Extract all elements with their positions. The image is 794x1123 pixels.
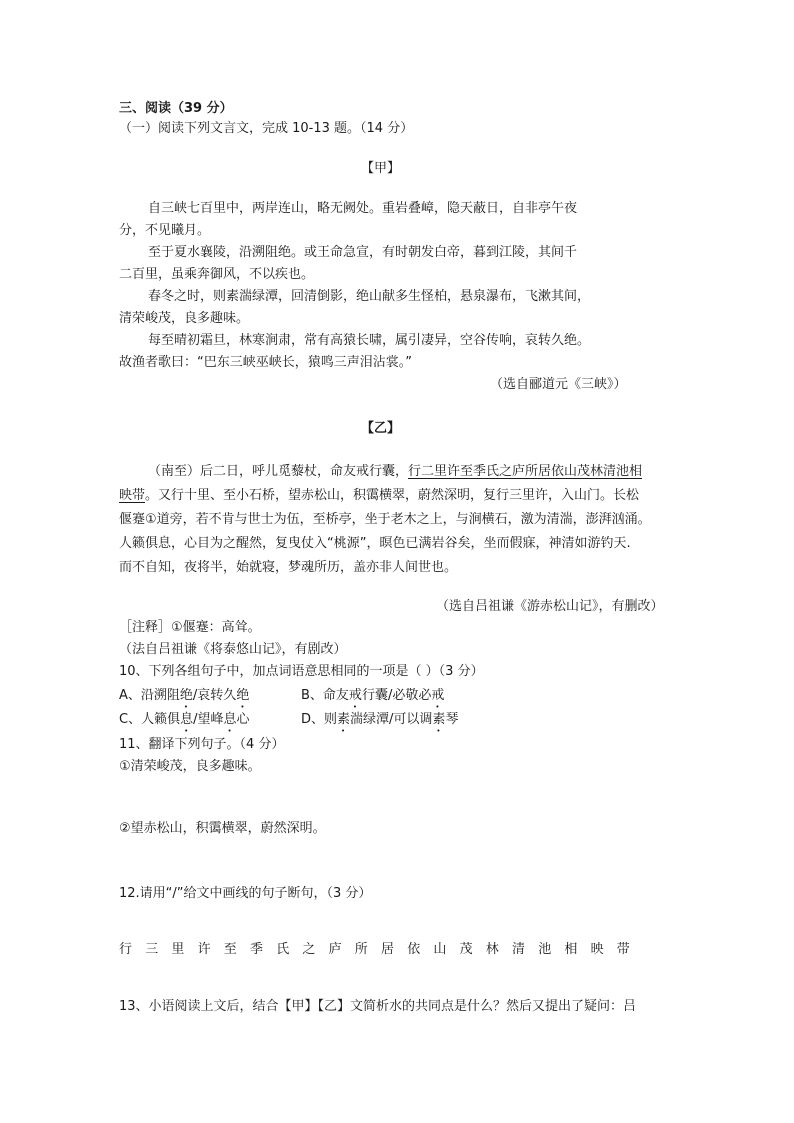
section-subtitle: （一）阅读下列文言文，完成 10-13 题。（14 分） xyxy=(119,121,414,136)
q10-c-dotted2: 息 xyxy=(223,712,237,727)
q10-c-text1: C、人籁俱 xyxy=(119,712,181,727)
passage-yi-label: 【乙】 xyxy=(361,421,401,436)
yi-line1-text: （南至）后二日，呼儿觅藜杖，命友戒行囊， xyxy=(148,464,409,479)
q10-d-text1: D、则 xyxy=(301,712,338,727)
jia-p1-line2: 分，不见曦月。 xyxy=(119,223,211,238)
q10-d-text3: 琴 xyxy=(445,712,459,727)
question-10-stem: 10、下列各组句子中，加点词语意思相同的一项是（ ）（3 分） xyxy=(119,664,484,679)
section-title: 三、阅读（39 分） xyxy=(119,101,233,116)
passage-jia-label: 【甲】 xyxy=(361,161,401,176)
q10-d-text2: 湍绿潭/可以调 xyxy=(350,712,433,727)
yi-line1 xyxy=(148,463,642,481)
q11-sentence-2: ②望赤松山，积霭横翠，蔚然深明。 xyxy=(119,821,326,836)
jia-p4-line2: 故渔者歌曰：“巴东三峡巫峡长，猿鸣三声泪沾裳。” xyxy=(119,355,412,370)
yi-line4: 人籁俱息，心目为之醒然，复曳仗入“桃源”，暝色已满岩谷矣，坐而假寐，神清如游钓天. xyxy=(119,536,631,551)
q10-c-dotted1: 息 xyxy=(180,712,194,727)
q10-b-text2: 行囊/必敬必 xyxy=(361,688,432,703)
q10-option-a[interactable] xyxy=(119,687,249,711)
yi-underlined-sentence-part2: 映带 xyxy=(119,488,146,503)
question-12-stem: 12.请用“/”给文中画线的句子断句，（3 分） xyxy=(119,886,372,901)
q11-sentence-1: ①清荣峻茂，良多趣味。 xyxy=(119,759,261,774)
yi-line3: 偃蹇①道旁，若不肯与世士为伍，至桥亭，坐于老木之上，与涧横石，激为清湍，澎湃汹涌。 xyxy=(119,512,651,527)
jia-p2-line1: 至于夏水襄陵，沿溯阻绝。或王命急宣，有时朝发白帝，暮到江陵，其间千 xyxy=(148,245,578,260)
q10-a-text1: A、沿溯阻 xyxy=(119,688,180,703)
q12-sentence-to-punctuate: 行三里许至季氏之庐所居依山茂林清池相映带 xyxy=(119,942,644,957)
yi-line2 xyxy=(119,487,639,505)
jia-p1-line1: 自三峡七百里中，两岸连山，略无阙处。重岩叠嶂，隐天蔽日，自非亭午夜 xyxy=(148,201,578,216)
q10-d-dotted2: 素 xyxy=(432,712,446,727)
q10-a-text2: /哀转久 xyxy=(192,688,237,703)
q10-c-text3: 心 xyxy=(236,712,250,727)
jia-p2-line2: 二百里，虽乘奔御风，不以疾也。 xyxy=(119,267,315,282)
q10-option-c[interactable] xyxy=(119,711,250,735)
yi-line5: 而不自知，夜将半，始就寝，梦魂所历，盖亦非人间世也。 xyxy=(119,560,458,575)
yi-underlined-sentence-part1: 行二里许至季氏之庐所居依山茂林清池相 xyxy=(408,464,643,479)
q10-d-dotted1: 素 xyxy=(337,712,351,727)
jia-p3-line1: 春冬之时，则素湍绿潭，回清倒影，绝山献多生怪柏，悬泉瀑布，飞漱其间， xyxy=(148,289,591,304)
q10-b-dotted1: 戒 xyxy=(348,688,362,703)
q10-b-dotted2: 戒 xyxy=(431,688,445,703)
q10-a-dotted1: 绝 xyxy=(179,688,193,703)
yi-line2-text: 。又行十里、至小石桥，望赤松山，积霭横翠，蔚然深明，复行三里许，入山门。长松 xyxy=(145,488,640,503)
annotation-source: （法自吕祖谦《将泰悠山记》，有剧改） xyxy=(119,642,347,657)
question-13-stem: 13、小语阅读上文后，结合【甲】【乙】文简析水的共同点是什么？然后又提出了疑问：吕 xyxy=(119,999,637,1014)
q10-option-b[interactable] xyxy=(301,687,444,711)
jia-p3-line2: 清荣峻茂，良多趣味。 xyxy=(119,311,250,326)
annotation-note: ［注释］①偃蹇：高耸。 xyxy=(119,620,261,635)
q10-option-d[interactable] xyxy=(301,711,458,735)
jia-source: （选自郦道元《三峡》） xyxy=(490,377,627,392)
q10-b-text1: B、命友 xyxy=(301,688,349,703)
q10-c-text2: /望峰 xyxy=(193,712,224,727)
question-11-stem: 11、翻译下列句子。（4 分） xyxy=(119,737,285,752)
yi-source: （选自吕祖谦《游赤松山记》，有删改） xyxy=(436,599,664,614)
jia-p4-line1: 每至晴初霜旦，林寒涧肃，常有高猿长啸，属引凄异，空谷传响，哀转久绝。 xyxy=(148,333,591,348)
q10-a-dotted2: 绝 xyxy=(236,688,250,703)
